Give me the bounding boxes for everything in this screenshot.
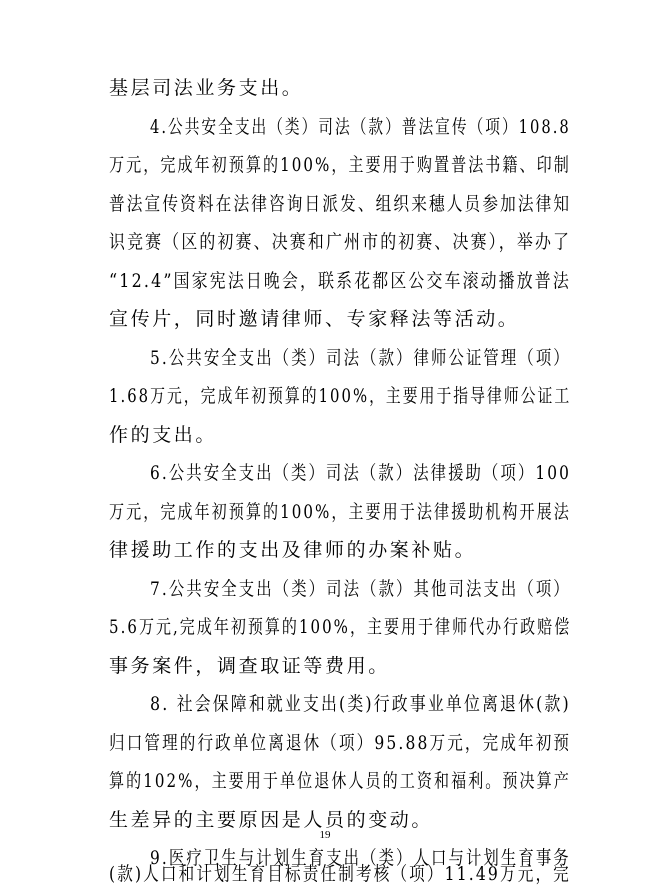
text-line: 5.公共安全支出（类）司法（款）律师公证管理（项） [150,347,571,369]
text-line: 宣传片，同时邀请律师、专家释法等活动。 [109,308,520,330]
text-line: 归口管理的行政单位离退休（项）95.88万元，完成年初预 [109,732,572,754]
text-line: 1.68万元，完成年初预算的100%，主要用于指导律师公证工 [109,385,572,407]
text-line: 算的102%，主要用于单位退休人员的工资和福利。预决算产 [109,770,571,792]
text-line: 万元，完成年初预算的100%，主要用于购置普法书籍、印制 [109,154,571,176]
text-line: (款)人口和计划生育目标责任制考核（项）11.49万元，完 [109,863,571,885]
text-line: 生差异的主要原因是人员的变动。 [109,809,434,831]
text-line: 律援助工作的支出及律师的办案补贴。 [109,539,477,561]
text-line: 识竞赛（区的初赛、决赛和广州市的初赛、决赛），举办了 [109,231,572,253]
text-line: 事务案件，调查取证等费用。 [109,655,390,677]
text-line: 6.公共安全支出（类）司法（款）法律援助（项）100 [150,462,571,484]
text-line: 基层司法业务支出。 [109,77,304,99]
text-line: 7.公共安全支出（类）司法（款）其他司法支出（项） [150,578,571,600]
text-line: 5.6万元,完成年初预算的100%，主要用于律师代办行政赔偿 [109,616,572,638]
page-number: 19 [319,829,331,841]
text-line: 万元，完成年初预算的100%，主要用于法律援助机构开展法 [109,501,571,523]
text-line: 9.医疗卫生与计划生育支出（类）人口与计划生育事务 [150,847,571,869]
text-line: 普法宣传资料在法律咨询日派发、组织来穗人员参加法律知 [109,193,572,215]
text-line: 8. 社会保障和就业支出(类)行政事业单位离退休(款) [150,693,571,715]
text-line: 作的支出。 [109,424,218,446]
text-line: 4.公共安全支出（类）司法（款）普法宣传（项）108.8 [150,116,571,138]
text-line: “12.4”国家宪法日晚会，联系花都区公交车滚动播放普法 [109,270,571,292]
